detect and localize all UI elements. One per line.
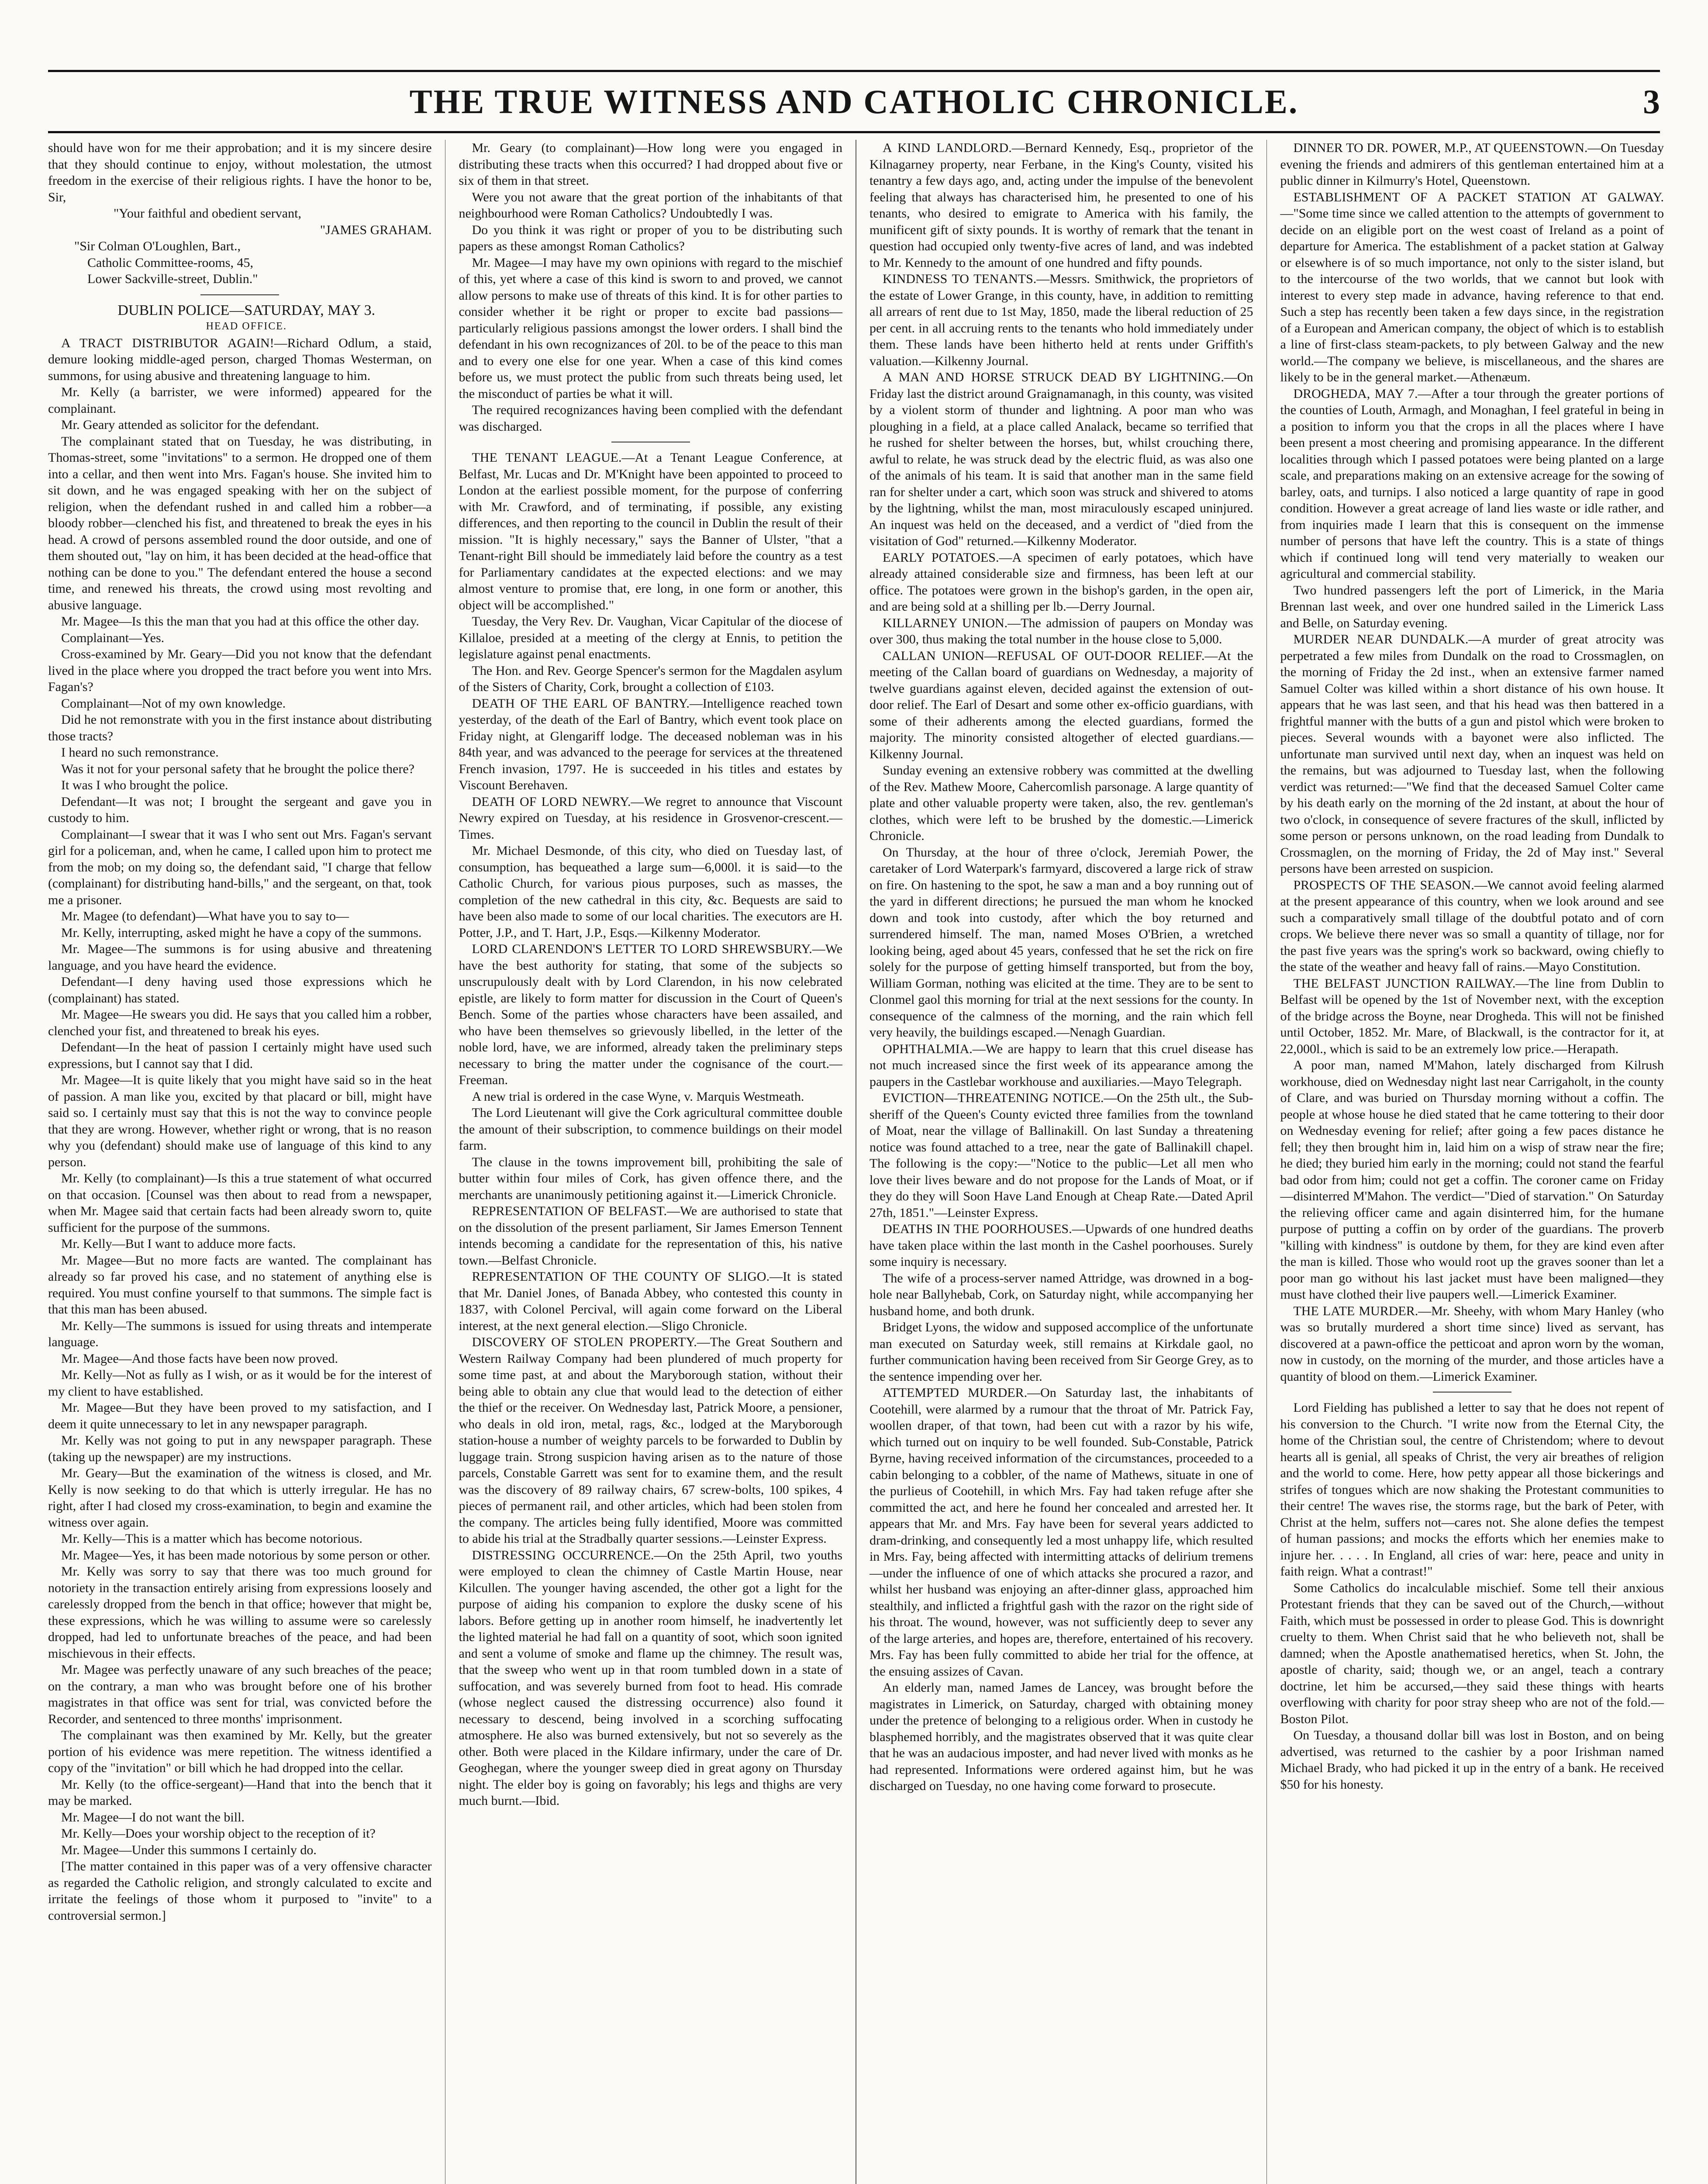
paragraph: Mr. Kelly (to complainant)—Is this a true statement of what occurred on that occasion. [Counsel was then about to read from a newspaper, when Mr. Magee said that certain facts had been already sworn to, quite sufficient for the purpose of the summons. <box>48 1171 432 1235</box>
news-item: MURDER NEAR DUNDALK.—A murder of great atrocity was perpetrated a few miles from Dundalk on the road to Crossmaglen, on the morning of Friday the 2d inst., when an extensive farmer named Samuel Colter was killed within a short distance of his own house. It appears that he was last seen, and that his head was then battered in a frightful manner with the butts of a gun and pistol which were broken to pieces. Several wounds with a bayonet were also inflicted. The unfortunate man survived until next day, when an inquest was held on the remains, but was adjourned to Tuesday last, when the following verdict was returned:—"We find that the deceased Samuel Colter came by his death early on the morning of the 2d instant, at about the hour of two o'clock, in consequence of severe fractures of the skull, inflicted by some person or persons unknown, on the road leading from Dundalk to Crossmaglen, on the morning of Friday, the 2d of May inst." Several persons have been arrested on suspicion. <box>1280 632 1664 876</box>
paragraph: Mr. Geary—But the examination of the witness is closed, and Mr. Kelly is now seeking to do that which is utterly irregular. He has no right, after I had closed my cross-examination, to begin and examine the witness over again. <box>48 1466 432 1530</box>
news-item: Sunday evening an extensive robbery was committed at the dwelling of the Rev. Mathew Moore, Cahercomlish parsonage. A large quantity of plate and other valuable property were taken, also, the rev. gentleman's clothes, which were left to be brushed by the domestic.—Limerick Chronicle. <box>869 763 1253 843</box>
news-item: PROSPECTS OF THE SEASON.—We cannot avoid feeling alarmed at the present appearance of this country, when we look around and see such a comparatively small tillage of the doubtful potato and of corn crops. We believe there never was so small a quantity of tillage, nor for the past five years was the spring's work so backward, owing chiefly to the state of the weather and heavy fall of rains.—Mayo Constitution. <box>1280 878 1664 974</box>
news-item: REPRESENTATION OF BELFAST.—We are authorised to state that on the dissolution of the present parliament, Sir James Emerson Tennent intends becoming a candidate for the representation of this, his native town.—Belfast Chronicle. <box>459 1204 843 1268</box>
paragraph: The complainant stated that on Tuesday, he was distributing, in Thomas-street, some "invitations" to a sermon. He dropped one of them into a cellar, and then went into Mrs. Fagan's house. She invited him to sit down, and he was engaged speaking with her on the subject of religion, when the defendant rushed in and called him a robber—a bloody robber—clenched his fist, and threatened to break the eyes in his head. A crowd of persons assembled round the door outside, and one of them shouted out, "lay on him, it has been decided at the head-office that nothing can be done to you." The defendant entered the house a second time, and renewed his threats, the crowd using most revolting and abusive language. <box>48 434 432 612</box>
paragraph: Were you not aware that the great portion of the inhabitants of that neighbourhood were Roman Catholics? Undoubtedly I was. <box>459 190 843 221</box>
paragraph: Complainant—I swear that it was I who sent out Mrs. Fagan's servant girl for a policeman, and, when he came, I called upon him to protect me from the mob; on my doing so, the defendant said, "I charge that fellow (complainant) for distributing hand-bills," and the sergeant, on that, took me a prisoner. <box>48 827 432 907</box>
news-item: KINDNESS TO TENANTS.—Messrs. Smithwick, the proprietors of the estate of Lower Grange, in this county, have, in addition to remitting all arrears of rent due to 1st May, 1850, made the liberal reduction of 25 per cent. in all accruing rents to the tenants who hold immediately under them. These lands have been hitherto held at rents under Griffith's valuation.—Kilkenny Journal. <box>869 272 1253 368</box>
article-lead: A TRACT DISTRIBUTOR AGAIN! <box>61 335 274 350</box>
section-divider <box>1433 1392 1511 1393</box>
article-lead: EVICTION—THREATENING NOTICE. <box>882 1091 1104 1105</box>
paragraph: Mr. Kelly—But I want to adduce more facts. <box>61 1237 296 1251</box>
news-item: The Hon. and Rev. George Spencer's sermon for the Magdalen asylum of the Sisters of Charity, Cork, brought a collection of £103. <box>459 663 843 694</box>
article-lead: PROSPECTS OF THE SEASON. <box>1293 878 1474 892</box>
article-lead: A MAN AND HORSE STRUCK DEAD BY LIGHTNING. <box>882 370 1224 384</box>
paragraph: Mr. Magee was perfectly unaware of any such breaches of the peace; on the contrary, a man who was brought before one of his brother magistrates in that office was sent for trial, was convicted before the Recorder, and sentenced to three months' imprisonment. <box>48 1662 432 1726</box>
article-lead: ESTABLISHMENT OF A PACKET STATION AT GALWAY. <box>1293 190 1664 204</box>
article-lead: DISTRESSING OCCURRENCE. <box>472 1548 654 1562</box>
paragraph: A TRACT DISTRIBUTOR AGAIN!—Richard Odlum, a staid, demure looking middle-aged person, charged Thomas Westerman, on summons, for using abusive and threatening language to him. <box>48 335 432 383</box>
article-lead: LORD CLARENDON'S LETTER TO LORD SHREWSBURY. <box>472 942 812 956</box>
news-item: LORD CLARENDON'S LETTER TO LORD SHREWSBURY.—We have the best authority for stating, that some of the subjects so unscrupulously dealt with by Lord Clarendon, in his now celebrated epistle, are likely to form matter for discussion in the Court of Queen's Bench. Some of the parties whose characters have been assailed, and who have been themselves so grievously libelled, in the letter of the noble lord, have, we are informed, already taken the preliminary steps necessary to bring the matter under the cognisance of the court.—Freeman. <box>459 942 843 1087</box>
article-lead: THE TENANT LEAGUE. <box>472 450 622 465</box>
paragraph: Mr. Kelly, interrupting, asked might he have a copy of the summons. <box>61 925 422 940</box>
news-item: On Tuesday, a thousand dollar bill was lost in Boston, and on being advertised, was returned to the cashier by a poor Irishman named Michael Brady, who had picked it up in the entry of a bank. He received $50 for his honesty. <box>1280 1728 1664 1792</box>
article-lead: THE BELFAST JUNCTION RAILWAY. <box>1293 976 1516 991</box>
paragraph: Mr. Kelly—This is a matter which has become notorious. <box>61 1531 362 1546</box>
paragraph: Complainant—Yes. <box>61 630 165 645</box>
news-item: Lord Fielding has published a letter to say that he does not repent of his conversion to the Church. "I write now from the Eternal City, the home of the Christian soul, the centre of Christendom; where to devout hearts all is genial, all speaks of Christ, the very air breathes of religion and the world to come. Here, how petty appear all those bickerings and strifes of tongues which are now shaking the Protestant communities to their centre! The waves rise, the storms rage, but the bark of Peter, with Christ at the helm, suffers not—cares not. She alone defies the tempest of human passions; and mocks the efforts which her enemies make to injure her. . . . . In England, all cries of war: here, peace and unity in faith reign. What a contrast!" <box>1280 1400 1664 1579</box>
article-lead: DEATHS IN THE POORHOUSES. <box>882 1222 1072 1236</box>
masthead <box>48 79 1660 127</box>
newspaper-title: THE TRUE WITNESS AND CATHOLIC CHRONICLE. <box>409 83 1299 121</box>
paragraph: Mr. Magee—Under this summons I certainly do. <box>61 1842 317 1857</box>
news-item: DEATHS IN THE POORHOUSES.—Upwards of one hundred deaths have taken place within the last month in the Cashel poorhouses. Surely some inquiry is necessary. <box>869 1222 1253 1269</box>
paragraph: [The matter contained in this paper was of a very offensive character as regarded the Catholic religion, and strongly calculated to excite and irritate the feelings of those whom it purposed to "invite" to a controversial sermon.] <box>48 1859 432 1923</box>
paragraph: Mr. Magee—Is this the man that you had at this office the other day. <box>61 614 419 629</box>
column-separator <box>1266 140 1267 2184</box>
article-lead: ATTEMPTED MURDER. <box>882 1386 1028 1400</box>
news-item: DISTRESSING OCCURRENCE.—On the 25th April, two youths were employed to clean the chimney of Castle Martin House, near Kilcullen. The younger having ascended, the other got a light for the purpose of aiding his companion to explore the dusky scene of his labors. Before getting up in another room himself, he inadvertently let the lighted material he had fall on a quantity of soot, which soon ignited and sent a volume of smoke and flame up the chimney. The result was, that the sweep who went up in that room tumbled down in a state of suffocation, and was severely burned from foot to head. His comrade (whose neglect caused the distressing occurrence) also found it necessary to descend, being involved in a scorching suffocating atmosphere. He also was burned extensively, but not so severely as the other. Both were placed in the Kildare infirmary, under the care of Dr. Geoghegan, where the younger sweep died in great agony on Thursday night. The elder boy is going on favorably; his legs and thighs are very much burnt.—Ibid. <box>459 1548 843 1808</box>
page-number: 3 <box>1643 83 1660 121</box>
paragraph: Mr. Kelly (a barrister, we were informed) appeared for the complainant. <box>48 385 432 416</box>
letter-address-line: Lower Sackville-street, Dublin." <box>87 272 258 286</box>
paragraph: Did he not remonstrate with you in the first instance about distributing those tracts? <box>48 712 432 743</box>
article-lead: EARLY POTATOES. <box>882 550 999 565</box>
news-item: Some Catholics do incalculable mischief. Some tell their anxious Protestant friends that they can be saved out of the Church,—without Faith, which must be possessed in order to please God. This is downright cruelty to them. When Christ said that he who believeth not, shall be damned; when the Apostle anathematised heretics, when St. John, the apostle of charity, said; though we, or an angel, teach a contrary doctrine, let him be accursed,—they said these things with hearts overflowing with charity for poor stray sheep who are not of the fold.—Boston Pilot. <box>1280 1580 1664 1726</box>
section-subheading: HEAD OFFICE. <box>206 321 287 332</box>
letter-address-line: Catholic Committee-rooms, 45, <box>87 255 253 270</box>
news-item: EVICTION—THREATENING NOTICE.—On the 25th ult., the Sub-sheriff of the Queen's County evicted three families from the townland of Moat, near the village of Ballinakill. On last Sunday a threatening notice was found attached to a tree, near the gate of Ballinakill chapel. The following is the copy:—"Notice to the public—Let all men who love their lives beware and do not propose for the Lands of Moat, or if they do they will Soon Have Land Enough at Cheap Rate.—Dated April 27th, 1851."—Leinster Express. <box>869 1091 1253 1220</box>
news-item: DEATH OF THE EARL OF BANTRY.—Intelligence reached town yesterday, of the death of the Earl of Bantry, which event took place on Friday night, at Glengariff lodge. The deceased nobleman was in his 84th year, and was advanced to the peerage for services at the threatened French invasion, 1797. He is succeeded in his titles and estates by Viscount Berehaven. <box>459 696 843 792</box>
news-item: THE TENANT LEAGUE.—At a Tenant League Conference, at Belfast, Mr. Lucas and Dr. M'Knight have been appointed to proceed to London at the earliest possible moment, for the purpose of conferring with Mr. Crawford, and of terminating, if possible, any existing differences, and then reporting to the council in Dublin the result of their mission. "It is highly necessary," says the Banner of Ulster, "that a Tenant-right Bill should be immediately laid before the country as a test for Parliamentary candidates at the expected elections: and we may almost venture to promise that, ere long, in one form or another, this object will be accomplished." <box>459 450 843 612</box>
news-item: A KIND LANDLORD.—Bernard Kennedy, Esq., proprietor of the Kilnagarney property, near Ferbane, in the King's County, visited his tenantry a few days ago, and, acting under the impulse of the benevolent feeling that always has characterised him, he presented to one of his tenants, who desired to emigrate to America with his family, the munificent gift of sixty pounds. It is worthy of remark that the tenant in question had occupied only twenty-five acres of land, and was indebted to Mr. Kennedy to the amount of one hundred and fifty pounds. <box>869 141 1253 270</box>
news-item: The clause in the towns improvement bill, prohibiting the sale of butter within four miles of Cork, has given offence there, and the merchants are unanimously petitioning against it.—Limerick Chronicle. <box>459 1154 843 1202</box>
paragraph: Mr. Magee—The summons is for using abusive and threatening language, and you have heard the evidence. <box>48 942 432 973</box>
paragraph: Mr. Magee—I do not want the bill. <box>61 1810 245 1825</box>
paragraph: Mr. Magee—He swears you did. He says that you called him a robber, clenched your fist, and threatened to break his eyes. <box>48 1007 432 1038</box>
paragraph: Mr. Kelly—The summons is issued for using threats and intemperate language. <box>48 1318 432 1349</box>
news-item: DROGHEDA, MAY 7.—After a tour through the greater portions of the counties of Louth, Armagh, and Monaghan, I feel grateful in being in a position to inform you that the crops in all the places where I have been present a most cheering and promising appearance. In the different localities through which I passed potatoes were being planted on a large scale, and preparations making on an extensive acreage for the sowing of barley, oats, and turnips. I also noticed a large quantity of rape in good condition. However a great acreage of land lies waste or idle rather, and from inquiries made I learn that this is consequent on the immense number of persons that have left the country. This is a state of things which if continued long will tend very materially to weaken our agricultural and commercial stability. <box>1280 386 1664 581</box>
letter-closing: "Your faithful and obedient servant, <box>114 206 301 221</box>
article-lead: REPRESENTATION OF THE COUNTY OF SLIGO. <box>472 1269 770 1284</box>
news-item: A new trial is ordered in the case Wyne, v. Marquis Westmeath. <box>472 1089 804 1104</box>
article-lead: DEATH OF THE EARL OF BANTRY. <box>472 696 690 711</box>
news-item: EARLY POTATOES.—A specimen of early potatoes, which have already attained considerable size and firmness, has been left at our office. The potatoes were grown in the bishop's garden, in the open air, and are being sold at a shilling per lb.—Derry Journal. <box>869 550 1253 614</box>
news-item: The wife of a process-server named Attridge, was drowned in a bog-hole near Ballyhebab, Cork, on Saturday night, while accompanying her husband home, and both drunk. <box>869 1271 1253 1318</box>
paragraph: Mr. Kelly was not going to put in any newspaper paragraph. These (taking up the newspaper) are my instructions. <box>48 1433 432 1464</box>
article-lead: OPHTHALMIA. <box>882 1041 973 1056</box>
news-item: CALLAN UNION—REFUSAL OF OUT-DOOR RELIEF.—At the meeting of the Callan board of guardians on Wednesday, a majority of twelve guardians against eleven, decided against the extension of out-door relief. The Earl of Desart and some other ex-officio guardians, with some of their adherents among the elected guardians, formed the majority. The minority consisted altogether of elected guardians.—Kilkenny Journal. <box>869 648 1253 761</box>
paragraph: I heard no such remonstrance. <box>61 745 219 760</box>
news-item: Two hundred passengers left the port of Limerick, in the Maria Brennan last week, and over one hundred sailed in the Limerick Lass and Belle, on Saturday evening. <box>1280 583 1664 630</box>
paragraph: Mr. Magee—It is quite likely that you might have said so in the heat of passion. A man like you, excited by that placard or bill, might have said so. I certainly must say that this is not the way to convince people that they are wrong. However, whether right or wrong, that is no reason why you (defendant) should make use of language of this kind to any person. <box>48 1073 432 1169</box>
news-item: Mr. Michael Desmonde, of this city, who died on Tuesday last, of consumption, has bequeathed a large sum—6,000l. it is said—to the Catholic Church, for various pious purposes, such as masses, the completion of the new cathedral in this city, &c. Bequests are said to have been also made to some of our local charities. The executors are H. Potter, J.P., and T. Hart, J.P., Esqs.—Kilkenny Moderator. <box>459 843 843 940</box>
top-rule <box>48 70 1660 72</box>
paragraph: Mr. Kelly was sorry to say that there was too much ground for notoriety in the transaction entirely arising from expressions loosely and carelessly dropped from the bench in that office; however that might be, these expressions, which he was willing to assume were so carelessly dropped, had led to unfortunate breaches of the peace, and had been mischievous in their effects. <box>48 1564 432 1661</box>
paragraph: Mr. Magee—But they have been proved to my satisfaction, and I deem it quite unnecessary to let in any newspaper paragraph. <box>48 1400 432 1431</box>
paragraph: The complainant was then examined by Mr. Kelly, but the greater portion of his evidence was mere repetition. The witness identified a copy of the "invitation" or bill which he had dropped into the cellar. <box>48 1728 432 1775</box>
paragraph: Mr. Magee—I may have my own opinions with regard to the mischief of this, yet where a case of this kind is sworn to and proved, we cannot allow persons to make use of threats of this kind. It is for other parties to consider whether it be right or proper to excite bad passions—particularly religious passions amongst the lower orders. I shall bind the defendant in his own recognizances of 20l. to be of the peace to this man and to every one else for one year. When a case of this kind comes before us, we must protect the public from such threats being used, let the misconduct of parties be what it will. <box>459 255 843 401</box>
section-divider <box>200 294 279 295</box>
paragraph: Was it not for your personal safety that he brought the police there? <box>61 761 414 776</box>
column-4 <box>1280 140 1664 2184</box>
article-lead: THE LATE MURDER. <box>1293 1303 1418 1318</box>
news-item: An elderly man, named James de Lancey, was brought before the magistrates in Limerick, on Saturday, charged with obtaining money under the pretence of belonging to a religious order. When in custody he blasphemed horribly, and the magistrates observed that it was quite clear that he was an audacious imposter, and had never lived with monks as he had represented. Informations were ordered against him, but he was discharged on Tuesday, no one having come forward to prosecute. <box>869 1680 1253 1793</box>
article-lead: DISCOVERY OF STOLEN PROPERTY. <box>472 1335 697 1349</box>
article-lead: MURDER NEAR DUNDALK. <box>1293 632 1469 646</box>
news-item: A poor man, named M'Mahon, lately discharged from Kilrush workhouse, died on Wednesday night last near Carrigaholt, in the county of Clare, and was buried on Thursday morning without a coffin. The people at whose house he died stated that he came tottering to their door on Wednesday evening for relief; after going a few paces distance he fell; they then brought him in, laid him on a wisp of straw near the fire; he died; they buried him early in the morning; could not stand the fearful bad odor from him; could not get a coffin. The coroner came on Friday—disinterred M'Mahon. The verdict—"Died of starvation." On Saturday the relieving officer came and again disinterred him, for the humane purpose of putting a coffin on by order of the guardians. The proverb "killing with kindness" is outdone by them, for they are kind even after the man is killed. Those who would root up the graves sooner than let a poor man go without his last jacket must have been maligned—they must have clothed their live paupers well.—Limerick Examiner. <box>1280 1058 1664 1302</box>
paragraph: It was I who brought the police. <box>61 778 228 792</box>
news-item: THE LATE MURDER.—Mr. Sheehy, with whom Mary Hanley (who was so brutally murdered a short time since) lived as servant, has discovered at a pawn-office the petticoat and apron worn by the woman, now in custody, on the morning of the murder, and those articles have a quantity of blood on them.—Limerick Examiner. <box>1280 1303 1664 1384</box>
news-item: DEATH OF LORD NEWRY.—We regret to announce that Viscount Newry expired on Tuesday, at his residence in Grosvenor-crescent.—Times. <box>459 794 843 842</box>
news-item: DINNER TO DR. POWER, M.P., AT QUEENSTOWN.—On Tuesday evening the friends and admirers of this gentleman entertained him at a public dinner in Kilmurry's Hotel, Queenstown. <box>1280 141 1664 188</box>
news-item: DISCOVERY OF STOLEN PROPERTY.—The Great Southern and Western Railway Company had been plundered of much property for some time past, at and about the Maryborough station, without their being able to obtain any clue that would lead to the detection of either the thief or the receiver. On Wednesday last, Patrick Moore, a pensioner, who deals in old iron, metal, rags, &c., lodged at the Maryborough station-house a number of weighty parcels to be forwarded to Dublin by luggage train. Strong suspicion having arisen as to the nature of those parcels, Constable Garrett was sent for to examine them, and the result was the discovery of 89 railway chairs, 67 screw-bolts, 100 spikes, 4 pieces of permanent rail, and other articles, which had been stolen from the company. The articles being fully identified, Moore was committed to abide his trial at the Stradbally quarter sessions.—Leinster Express. <box>459 1335 843 1546</box>
paragraph: Defendant—It was not; I brought the sergeant and gave you in custody to him. <box>48 794 432 825</box>
paragraph: Mr. Geary attended as solicitor for the defendant. <box>61 418 319 432</box>
paragraph: Mr. Geary (to complainant)—How long were you engaged in distributing these tracts when this occurred? I had dropped about five or six of them in that street. <box>459 141 843 188</box>
news-item: REPRESENTATION OF THE COUNTY OF SLIGO.—It is stated that Mr. Daniel Jones, of Banada Abbey, who contested this county in 1837, with Colonel Percival, will again come forward on the Liberal interest, at the next general election.—Sligo Chronicle. <box>459 1269 843 1333</box>
paragraph: The required recognizances having been complied with the defendant was discharged. <box>459 403 843 434</box>
column-2 <box>459 140 842 2184</box>
paragraph: Complainant—Not of my own knowledge. <box>61 696 286 711</box>
article-lead: KINDNESS TO TENANTS. <box>882 272 1037 286</box>
paragraph: Defendant—I deny having used those expressions which he (complainant) has stated. <box>48 975 432 1006</box>
news-item: OPHTHALMIA.—We are happy to learn that this cruel disease has not much increased since the first week of its appearance among the paupers in the Castlebar workhouse and auxiliaries.—Mayo Telegraph. <box>869 1041 1253 1089</box>
paragraph: Mr. Kelly—Does your worship object to the reception of it? <box>61 1826 376 1841</box>
paragraph: Mr. Magee—But no more facts are wanted. The complainant has already so far proved his case, and no statement of anything else is required. You must confine yourself to that summons. The simple fact is that this man has been abused. <box>48 1253 432 1317</box>
article-lead: KILLARNEY UNION. <box>882 615 1008 630</box>
news-item: THE BELFAST JUNCTION RAILWAY.—The line from Dublin to Belfast will be opened by the 1st of November next, with the exception of the bridge across the Boyne, near Drogheda. This will not be finished until October, 1852. Mr. Mare, of Blackwall, is the contractor for it, at 22,000l., which is said to be an extremely low price.—Herapath. <box>1280 976 1664 1056</box>
letter-signature: "JAMES GRAHAM. <box>320 222 432 237</box>
article-columns <box>48 140 1664 2184</box>
news-item: A MAN AND HORSE STRUCK DEAD BY LIGHTNING.—On Friday last the district around Graignamanagh, in this county, was visited by a violent storm of thunder and lightning. A poor man who was ploughing in a field, at a place called Analack, became so terrified that he rushed for shelter between the horses, but, whilst crouching there, awful to relate, he was struck dead by the electric fluid, as was also one of the animals of his team. It is said that another man in the same field ran for shelter under a cart, which soon was struck and shivered to atoms by the lightning, whilst the man, most miraculously escaped uninjured. An inquest was held on the deceased, and a verdict of "died from the visitation of God" returned.—Kilkenny Moderator. <box>869 370 1253 548</box>
column-3 <box>870 140 1253 2184</box>
news-item: Tuesday, the Very Rev. Dr. Vaughan, Vicar Capitular of the diocese of Killaloe, presided at a meeting of the clergy at Ennis, to petition the legislature against penal enactments. <box>459 614 843 661</box>
news-item: Bridget Lyons, the widow and supposed accomplice of the unfortunate man executed on Saturday week, still remains at Kirkdale gaol, no further communication having been received from Sir George Grey, as to the sentence impending over her. <box>869 1320 1253 1384</box>
column-1 <box>48 140 432 2184</box>
article-lead: CALLAN UNION—REFUSAL OF OUT-DOOR RELIEF. <box>882 648 1205 663</box>
masthead-rule <box>48 131 1660 133</box>
column-separator <box>445 140 446 2184</box>
article-lead: A KIND LANDLORD. <box>882 141 1012 155</box>
article-lead: DEATH OF LORD NEWRY. <box>472 794 631 809</box>
news-item: The Lord Lieutenant will give the Cork agricultural committee double the amount of their subscription, to commence buildings on their model farm. <box>459 1106 843 1153</box>
paragraph: Do you think it was right or proper of you to be distributing such papers as these amongst Roman Catholics? <box>459 222 843 253</box>
news-item: ESTABLISHMENT OF A PACKET STATION AT GALWAY.—"Some time since we called attention to the attempts of government to decide on an eligible port on the west coast of Ireland as a point of departure for America. The establishment of a packet station at Galway or elsewhere is of so much importance, not only to the sister island, but to the intercourse of the two worlds, that we cannot but look with interest to every step made in advance, having reference to that end. Such a step has recently been taken a few days since, in the registration of a European and American company, the object of which is to establish a line of first-class steam-packets, to ply between Galway and the new world.—The company we believe, is miscellaneous, and the shares are likely to be in the general market.—Athenæum. <box>1280 190 1664 384</box>
news-item: ATTEMPTED MURDER.—On Saturday last, the inhabitants of Cootehill, were alarmed by a rumour that the throat of Mr. Patrick Fay, woollen draper, of that town, had been cut with a razor by his wife, which turned out on inquiry to be well founded. Sub-Constable, Patrick Byrne, having received information of the circumstances, proceeded to a cabin belonging to a cobbler, of the name of Mathews, situate in one of the purlieus of Cootehill, in which Mrs. Fay had taken refuge after she committed the act, and here he found her concealed and arrested her. It appears that Mr. and Mrs. Fay have been for several years addicted to dram-drinking, and consequently led a most unhappy life, which resulted in Mrs. Fay, being affected with intermitting attacks of delirium tremens—under the influence of one of which attacks she procured a razor, and whilst her husband was enjoying an after-dinner glass, approached him stealthily, and inflicted a frightful gash with the razor on the right side of his throat. The wound, however, was not sufficiently deep to sever any of the large arteries, and hopes are, therefore, entertained of his recovery. Mrs. Fay has been fully committed to abide her trial for the offence, at the ensuing assizes of Cavan. <box>869 1386 1253 1679</box>
paragraph: Mr. Magee—Yes, it has been made notorious by some person or other. <box>61 1548 431 1562</box>
paragraph: Cross-examined by Mr. Geary—Did you not know that the defendant lived in the place where you dropped the tract before you went into Mrs. Fagan's? <box>48 647 432 694</box>
section-heading: DUBLIN POLICE—SATURDAY, MAY 3. <box>117 302 376 318</box>
article-lead: DINNER TO DR. POWER, M.P., AT QUEENSTOWN. <box>1293 141 1588 155</box>
news-item: On Thursday, at the hour of three o'clock, Jeremiah Power, the caretaker of Lord Waterpark's farmyard, discovered a large rick of straw on fire. On hastening to the spot, he saw a man and a boy running out of the yard in different directions; he pursued the man whom he knocked down and took into custody, after which the boy returned and surrendered himself. The man, named Moses O'Brien, a wretched looking being, aged about 45 years, confessed that he set the rick on fire solely for the purpose of getting himself transported, but from the boy, William Gorman, nothing was elicited at the time. They are to be sent to Clonmel gaol this morning for trial at the next sessions for the county. In consequence of the calmness of the morning, and the rain which fell very heavily, the buildings escaped.—Nenagh Guardian. <box>869 845 1253 1040</box>
news-item: KILLARNEY UNION.—The admission of paupers on Monday was over 300, thus making the total number in the house close to 5,000. <box>869 615 1253 646</box>
paragraph: Mr. Kelly—Not as fully as I wish, or as it would be for the interest of my client to have established. <box>48 1368 432 1399</box>
paragraph: Mr. Magee—And those facts have been now proved. <box>61 1351 338 1366</box>
paragraph: should have won for me their approbation; and it is my sincere desire that they should continue to enjoy, without molestation, the utmost freedom in the exercise of their religious rights. I have the honor to be, Sir, <box>48 141 432 204</box>
paragraph: Mr. Kelly (to the office-sergeant)—Hand that into the bench that it may be marked. <box>48 1777 432 1808</box>
letter-address-line: "Sir Colman O'Loughlen, Bart., <box>74 239 241 253</box>
paragraph: Defendant—In the heat of passion I certainly might have used such expressions, but I cannot say that I did. <box>48 1040 432 1071</box>
article-lead: DROGHEDA, MAY 7. <box>1293 386 1418 401</box>
paragraph: Mr. Magee (to defendant)—What have you to say to— <box>61 909 349 923</box>
article-lead: REPRESENTATION OF BELFAST. <box>472 1204 667 1218</box>
